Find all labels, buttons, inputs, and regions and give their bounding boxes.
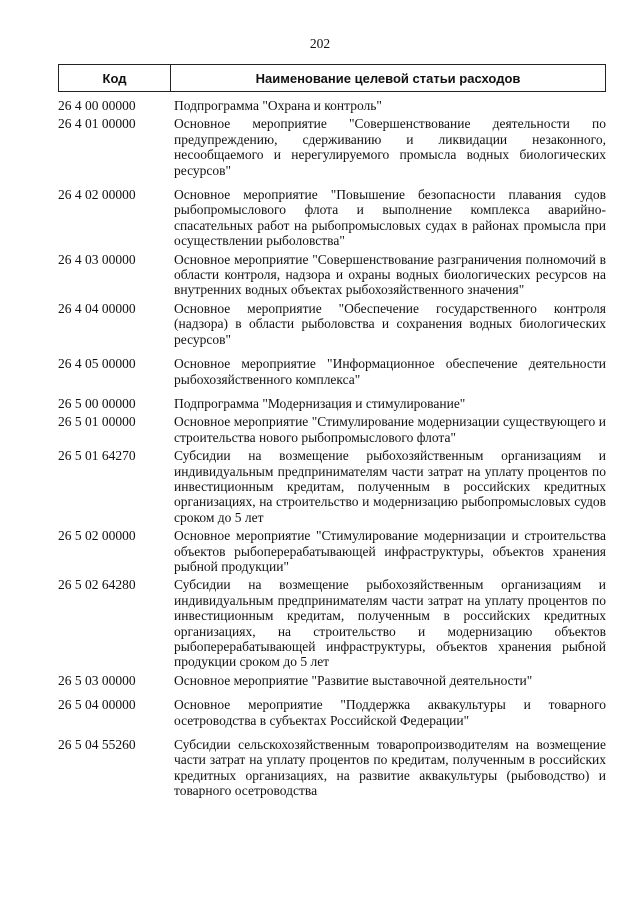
table-row xyxy=(58,98,606,113)
row-code: 26 5 02 00000 xyxy=(58,528,136,544)
code-column-header: Код xyxy=(59,65,171,91)
row-code: 26 5 04 00000 xyxy=(58,697,136,713)
table-row xyxy=(58,396,606,411)
row-name: Основное мероприятие "Развитие выставочной деятельности" xyxy=(174,672,533,688)
row-name: Основное мероприятие "Совершенствование разграничения полномочий в области контроля, надзора и охраны водных биологических ресурсов на внутренних водных объектах рыбохозяйственного значения" xyxy=(174,251,606,298)
table-row xyxy=(58,356,606,387)
row-name: Подпрограмма "Модернизация и стимулирование" xyxy=(174,395,466,411)
table-row xyxy=(58,577,606,669)
page-number: 202 xyxy=(309,36,331,51)
row-code: 26 5 02 64280 xyxy=(58,577,136,593)
table-row xyxy=(58,448,606,525)
table-row xyxy=(58,414,606,445)
row-name: Субсидии сельскохозяйственным товаропроизводителям на возмещение части затрат на уплату процентов по кредитам, полученным в российских кредитных организациях, на развитие аквакультуры (рыбоводство) и товарного осетроводства xyxy=(174,737,606,799)
row-code: 26 5 00 00000 xyxy=(58,395,136,411)
row-name: Основное мероприятие "Повышение безопасности плавания судов рыбопромыслового флота и выполнение комплекса аварийно-спасательных работ на рыбопромысловых судах в районах промысла при осуществлении рыболовства" xyxy=(174,187,606,249)
row-name: Субсидии на возмещение рыбохозяйственным организациям и индивидуальным предпринимателям части затрат на уплату процентов по инвестиционным кредитам, полученным в российских кредитных организациях, на строительство и модернизацию рыбопромысловых судов сроком до 5 лет xyxy=(174,448,606,525)
row-code: 26 4 02 00000 xyxy=(58,187,136,203)
row-code: 26 4 04 00000 xyxy=(58,300,136,316)
row-name: Основное мероприятие "Стимулирование модернизации существующего и строительства нового рыбопромыслового флота" xyxy=(174,414,606,445)
table-header xyxy=(58,64,606,92)
row-code: 26 4 05 00000 xyxy=(58,356,136,372)
row-code: 26 4 03 00000 xyxy=(58,251,136,267)
row-code: 26 5 03 00000 xyxy=(58,672,136,688)
table-row xyxy=(58,673,606,688)
table-row xyxy=(58,252,606,298)
row-name: Подпрограмма "Охрана и контроль" xyxy=(174,98,382,113)
table-row xyxy=(58,737,606,799)
row-name: Основное мероприятие "Поддержка аквакультуры и товарного осетроводства в субъектах Российской Федерации" xyxy=(174,697,606,728)
row-name: Основное мероприятие "Информационное обеспечение деятельности рыбохозяйственного комплекса" xyxy=(174,356,606,387)
table-body xyxy=(58,98,606,799)
row-name: Субсидии на возмещение рыбохозяйственным организациям и индивидуальным предпринимателям части затрат на уплату процентов по инвестиционным кредитам, полученным в российских кредитных организациях, на строительство и модернизацию объектов рыбоперерабатывающей инфраструктуры, объектов хранения рыбной продукции сроком до 5 лет xyxy=(174,577,606,670)
row-name: Основное мероприятие "Обеспечение государственного контроля (надзора) в области рыболовства и сохранения водных биологических ресурсов" xyxy=(174,300,606,347)
table-row xyxy=(58,528,606,574)
table-row xyxy=(58,116,606,178)
row-code: 26 4 01 00000 xyxy=(58,116,136,132)
row-code: 26 5 01 64270 xyxy=(58,448,136,464)
row-code: 26 5 04 55260 xyxy=(58,737,136,753)
table-row xyxy=(58,187,606,249)
row-code: 26 5 01 00000 xyxy=(58,414,136,430)
name-column-header: Наименование целевой статьи расходов xyxy=(255,70,521,86)
table-row xyxy=(58,697,606,728)
table-row xyxy=(58,301,606,347)
row-name: Основное мероприятие "Стимулирование модернизации и строительства объектов рыбоперерабатывающей инфраструктуры, объектов хранения рыбной продукции" xyxy=(174,528,606,574)
row-name: Основное мероприятие "Совершенствование деятельности по предупреждению, сдерживанию и ликвидации незаконного, несообщаемого и нерегулируемого промысла водных биологических ресурсов" xyxy=(174,116,606,178)
row-code: 26 4 00 00000 xyxy=(58,98,136,113)
